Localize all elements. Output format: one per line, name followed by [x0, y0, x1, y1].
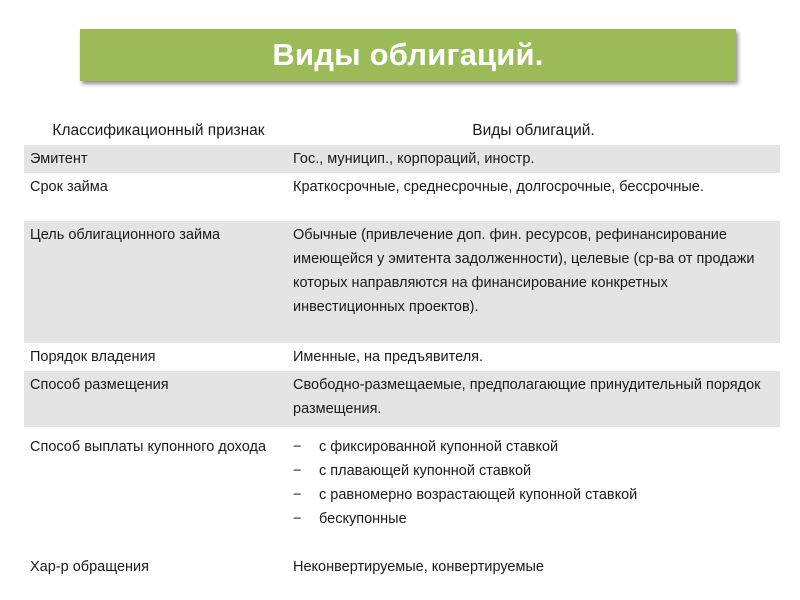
row-criterion: Порядок владения	[30, 349, 156, 365]
page-title: Виды облигаций.	[272, 37, 544, 72]
coupon-types-list	[293, 435, 774, 531]
list-item: − с равномерно возрастающей купонной ставкой	[293, 483, 774, 507]
list-item: − с плавающей купонной ставкой	[293, 459, 774, 483]
dash-bullet: −	[293, 439, 302, 455]
table-row	[24, 371, 780, 427]
row-types: Обычные (привлечение доп. фин. ресурсов, рефинансирование имеющейся у эмитента задолженности), целевые (ср-ва от продажи которых направляются на финансирование конкретных инвестиционных проектов).	[293, 227, 755, 315]
row-types: Именные, на предъявителя.	[293, 349, 484, 365]
table-row	[24, 543, 780, 595]
table-row	[24, 221, 780, 343]
row-types: Свободно-размещаемые, предполагающие принудительный порядок размещения.	[293, 377, 761, 417]
dash-bullet: −	[293, 463, 302, 479]
row-criterion: Срок займа	[30, 179, 108, 195]
table-row	[24, 427, 780, 543]
row-criterion: Эмитент	[30, 151, 88, 167]
table-header-row	[24, 112, 780, 145]
bond-types-table	[24, 112, 780, 595]
row-types: Гос., муницип., корпораций, иностр.	[293, 151, 535, 167]
row-criterion: Способ выплаты купонного дохода	[30, 439, 267, 455]
row-types: Неконвертируемые, конвертируемые	[293, 559, 544, 575]
dash-bullet: −	[293, 487, 302, 503]
table-row	[24, 173, 780, 221]
title-banner	[80, 29, 736, 81]
header-types: Виды облигаций.	[472, 122, 595, 139]
list-item: − бескупонные	[293, 507, 774, 531]
row-criterion: Хар-р обращения	[30, 559, 150, 575]
row-criterion: Цель облигационного займа	[30, 227, 221, 243]
table-row	[24, 145, 780, 173]
row-types: Краткосрочные, среднесрочные, долгосрочные, бессрочные.	[293, 179, 704, 195]
dash-bullet: −	[293, 511, 302, 527]
list-item: − с фиксированной купонной ставкой	[293, 435, 774, 459]
header-criterion: Классификационный признак	[52, 122, 265, 139]
table-row	[24, 343, 780, 371]
row-criterion: Способ размещения	[30, 377, 169, 393]
row-types	[287, 427, 780, 543]
